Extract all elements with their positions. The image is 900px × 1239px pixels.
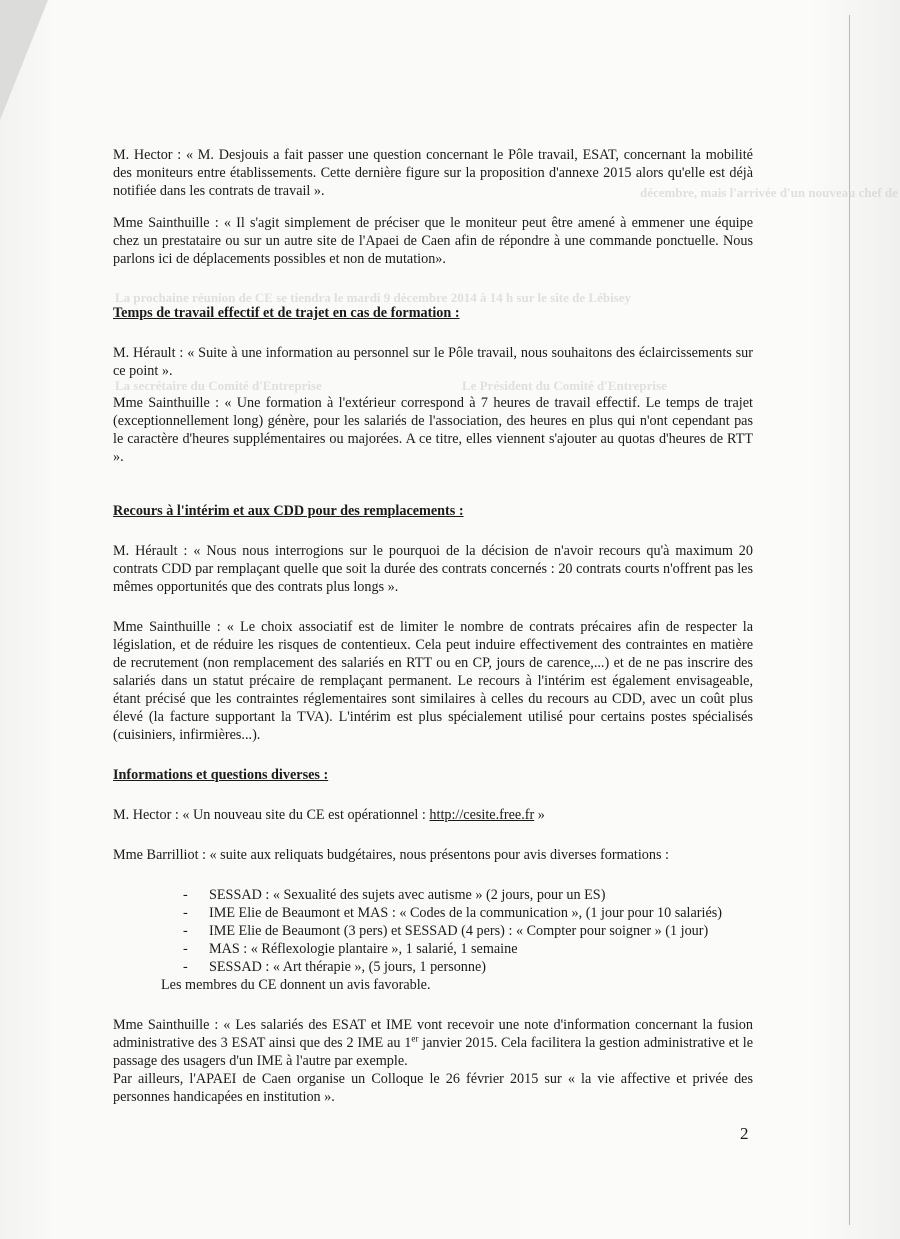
paragraph: Mme Barrilliot : « suite aux reliquats budgétaires, nous présentons pour avis diverses formations :: [113, 847, 669, 863]
page-number: 2: [740, 1124, 749, 1143]
show-through-text: décembre, mais l'arrivée d'un nouveau chef de: [640, 185, 898, 200]
paragraph: Mme Sainthuille : « Il s'agit simplement de préciser que le moniteur peut être amené à emmener une équipe chez un prestataire ou sur un autre site de l'Apaei de Caen afin de répondre à une commande ponctuelle. Nous parlons ici de déplacements possibles et non de mutation».: [113, 215, 753, 267]
list-item: - SESSAD : « Sexualité des sujets avec autisme » (2 jours, pour un ES): [183, 886, 753, 904]
paragraph: Mme Sainthuille : « Les salariés des ESAT et IME vont recevoir une note d'information concernant la fusion administrative des 3 ESAT ainsi que des 2 IME au 1er janvier 2015. Cela facilitera la gestion administrative et le passage des usagers d'un IME à l'autre par exemple.: [113, 1017, 753, 1069]
paragraph: M. Hérault : « Suite à une information au personnel sur le Pôle travail, nous souhaitons des éclaircissements sur ce point ».: [113, 345, 753, 379]
list-item: - IME Elie de Beaumont (3 pers) et SESSAD (4 pers) : « Compter pour soigner » (1 jour): [183, 922, 753, 940]
paragraph: M. Hector : « Un nouveau site du CE est opérationnel : http://cesite.free.fr »: [113, 807, 545, 823]
show-through-text: La prochaine réunion de CE se tiendra le mardi 9 décembre 2014 à 14 h sur le site de Lébisey: [115, 290, 632, 305]
training-list: [113, 886, 753, 976]
paragraph: M. Hérault : « Nous nous interrogions sur le pourquoi de la décision de n'avoir recours qu'à maximum 20 contrats CDD par remplaçant quelle que soit la durée des contrats concernés : 20 contrats courts n'offrent pas les mêmes opportunités que des contrats plus longs ».: [113, 543, 753, 595]
list-item: - SESSAD : « Art thérapie », (5 jours, 1 personne): [183, 958, 753, 976]
site-link[interactable]: http://cesite.free.fr: [429, 807, 535, 823]
paragraph: Mme Sainthuille : « Une formation à l'extérieur correspond à 7 heures de travail effectif. Le temps de trajet (exceptionnellement long) génère, pour les salariés de l'association, des heures en plus qui n'ont cependant pas le caractère d'heures supplémentaires ou majorées. A ce titre, elles viennent s'ajouter au quotas d'heures de RTT ».: [113, 395, 753, 465]
folded-corner: [0, 0, 48, 120]
list-item: - MAS : « Réflexologie plantaire », 1 salarié, 1 semaine: [183, 940, 753, 958]
section-heading: Informations et questions diverses :: [113, 767, 329, 783]
paragraph: Mme Sainthuille : « Le choix associatif est de limiter le nombre de contrats précaires afin de respecter la législation, et de réduire les risques de contentieux. Cela peut induire effectivement des contraintes en matière de recrutement (non remplacement des salariés en RTT ou en CP, jours de carence,...) et de ne pas inscrire des salariés dans un statut précaire de remplaçant permanent. Le recours à l'intérim est également envisageable, étant précisé que les contraintes réglementaires sont similaires à celles du recours au CDD, avec un coût plus élevé (la facture supportant la TVA). L'intérim est plus spécialement utilisé pour certains postes spécialisés (cuisiniers, infirmières...).: [113, 619, 753, 743]
paragraph: Par ailleurs, l'APAEI de Caen organise un Colloque le 26 février 2015 sur « la vie affective et privée des personnes handicapées en institution ».: [113, 1071, 753, 1105]
list-item: - IME Elie de Beaumont et MAS : « Codes de la communication », (1 jour pour 10 salariés): [183, 904, 753, 922]
document-body: [113, 146, 753, 1106]
show-through-text: Le Président du Comité d'Entreprise: [462, 378, 667, 393]
paragraph: M. Hector : « M. Desjouis a fait passer une question concernant le Pôle travail, ESAT, concernant la mobilité des moniteurs entre établissements. Cette dernière figure sur la proposition d'annexe 2015 alors qu'elle est déjà notifiée dans les contrats de travail ».: [113, 147, 753, 199]
show-through-text: La secrétaire du Comité d'Entreprise: [115, 378, 322, 393]
paragraph: Les membres du CE donnent un avis favorable.: [161, 977, 431, 993]
section-heading: Temps de travail effectif et de trajet en cas de formation :: [113, 305, 460, 321]
section-heading: Recours à l'intérim et aux CDD pour des remplacements :: [113, 503, 464, 519]
